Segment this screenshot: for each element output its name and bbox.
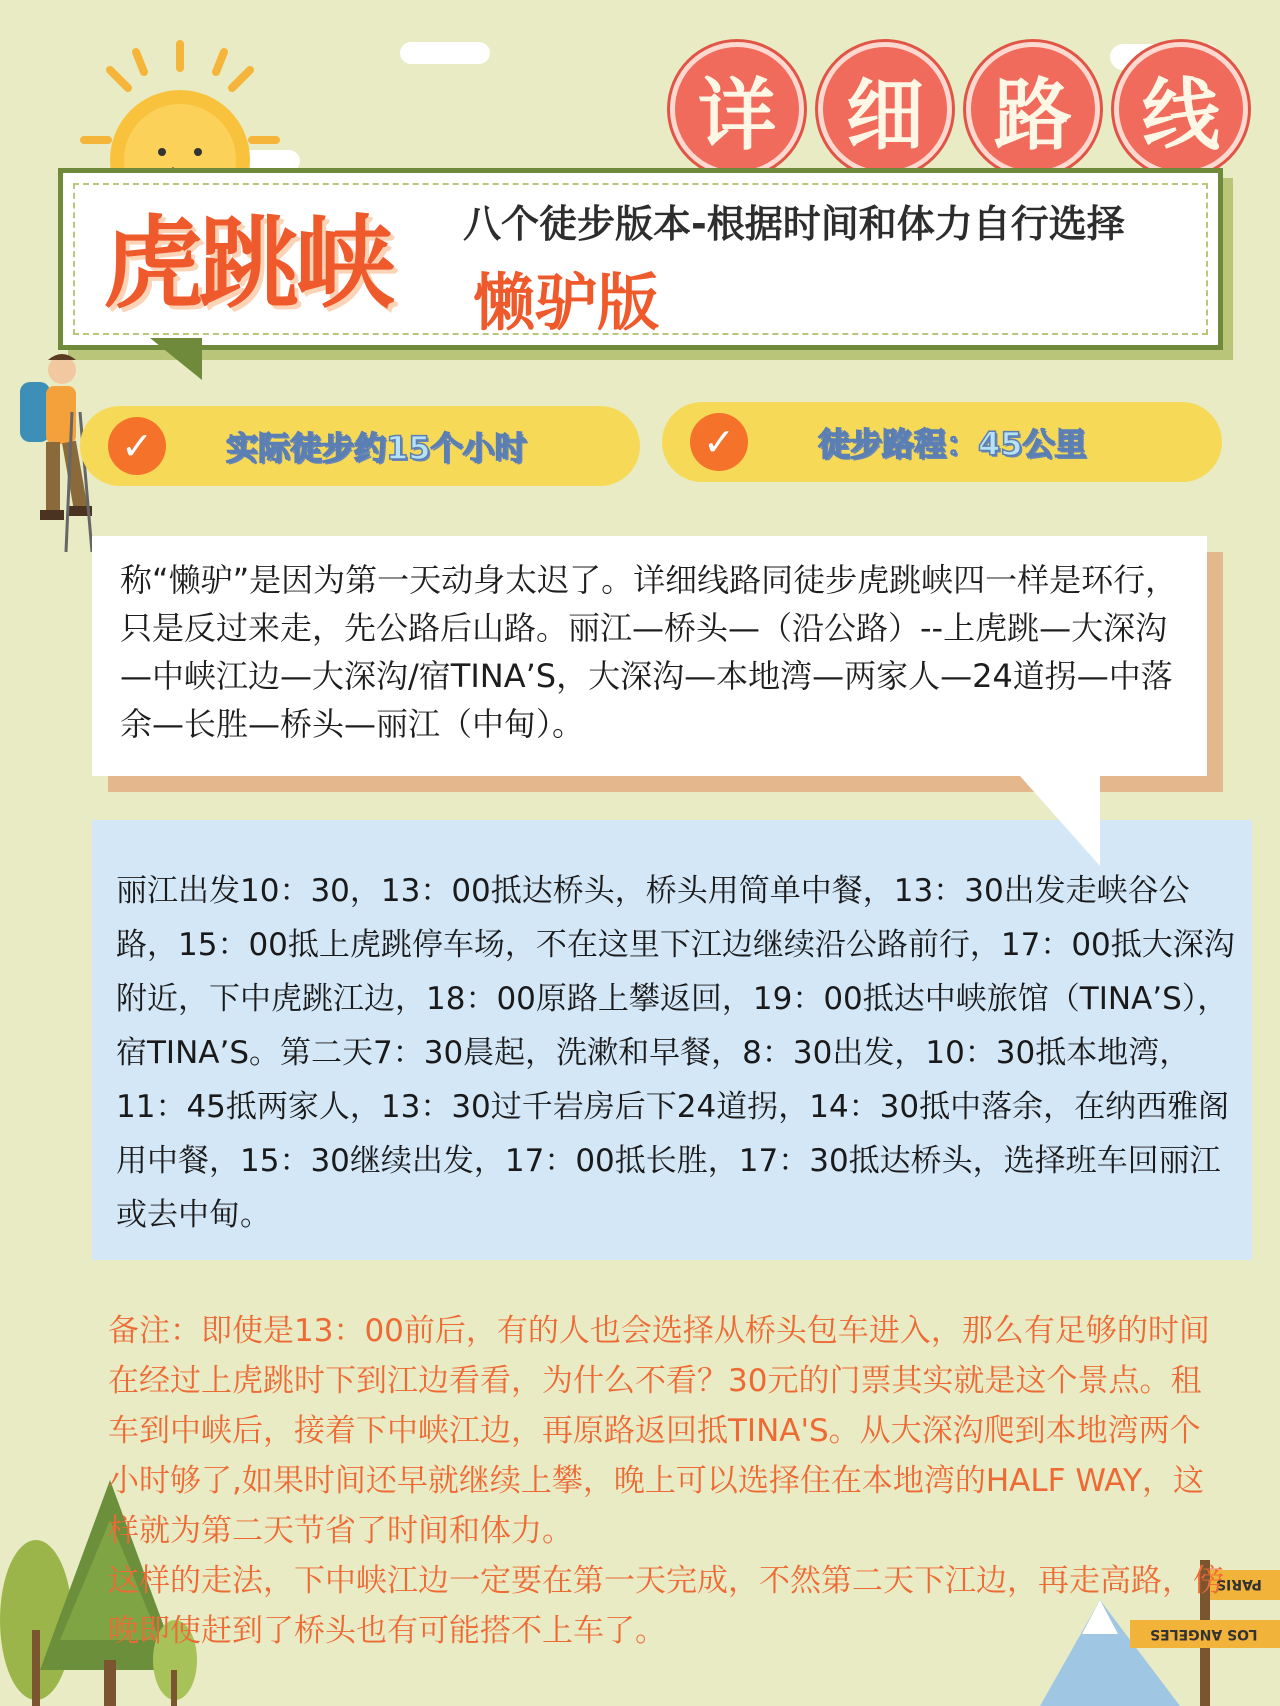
subtitle: 八个徒步版本-根据时间和体力自行选择	[463, 202, 1125, 246]
duration-badge	[80, 406, 640, 486]
badge-text: 徒步路程：45公里	[818, 425, 1087, 463]
title-circle: 详	[670, 42, 804, 176]
cloud-decoration	[400, 42, 490, 64]
check-icon: ✓	[108, 417, 166, 475]
note-text	[108, 1306, 1228, 1656]
note-paragraph: 这样的走法，下中峡江边一定要在第一天完成，不然第二天下江边，再走高路，傍晚即使赶到了桥头也有可能搭不上车了。	[108, 1563, 1224, 1649]
signpost-label: LOS ANGELES	[1150, 1626, 1258, 1642]
description-speech-tail	[1020, 776, 1100, 866]
schedule-text: 丽江出发10：30，13：00抵达桥头，桥头用简单中餐，13：30出发走峡谷公路，15：00抵上虎跳停车场，不在这里下江边继续沿公路前行，17：00抵大深沟附近，下中虎跳江边，18：00原路上攀返回，19：00抵达中峡旅馆（TINA’S），宿TINA’S。第二天7：30晨起，洗漱和早餐，8：30出发，10：30抵本地湾，11：45抵两家人，13：30过千岩房后下24道拐，14：30抵中落余，在纳西雅阁用中餐，15：30继续出发，17：00抵长胜，17：30抵达桥头，选择班车回丽江或去中甸。	[116, 873, 1235, 1233]
description-text: 称“懒驴”是因为第一天动身太迟了。详细线路同徒步虎跳峡四一样是环行，只是反过来走，先公路后山路。丽江—桥头—（沿公路）--上虎跳—大深沟—中峡江边—大深沟/宿TINA’S，大深沟—本地湾—两家人—24道拐—中落余—长胜—桥头—丽江（中甸）。	[120, 561, 1178, 743]
title-circle: 细	[818, 42, 952, 176]
note-paragraph: 备注：即使是13：00前后，有的人也会选择从桥头包车进入，那么有足够的时间在经过上虎跳时下到江边看看，为什么不看？30元的门票其实就是这个景点。租车到中峡后，接着下中峡江边，再原路返回抵TINA'S。从大深沟爬到本地湾两个小时够了,如果时间还早就继续上攀，晚上可以选择住在本地湾的HALF WAY，这样就为第二天节省了时间和体力。	[108, 1313, 1210, 1549]
schedule-box	[92, 820, 1252, 1260]
distance-badge	[662, 402, 1222, 482]
title-circle: 路	[966, 42, 1100, 176]
signpost-label: PARIS	[1216, 1576, 1262, 1592]
main-title: 虎跳峡	[103, 205, 391, 322]
title-circle: 线	[1114, 42, 1248, 176]
section-title-circles	[670, 42, 1248, 176]
badge-text: 实际徒步约15个小时	[226, 429, 527, 467]
check-icon: ✓	[690, 413, 748, 471]
header-box	[58, 168, 1223, 350]
header-speech-tail	[150, 338, 202, 380]
description-box	[92, 536, 1207, 776]
version-title: 懒驴版	[473, 266, 660, 339]
